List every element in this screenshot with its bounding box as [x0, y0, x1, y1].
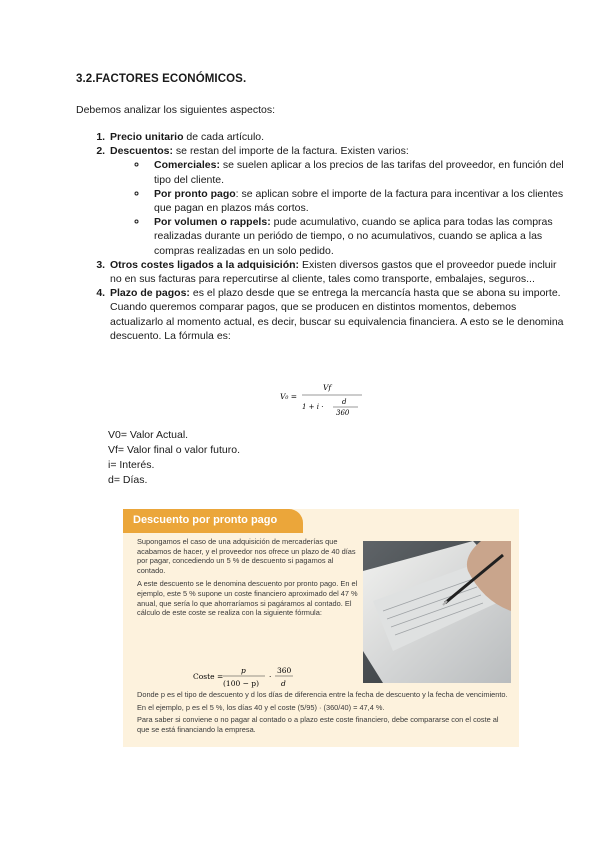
item-term: Otros costes ligados a la adquisición:: [110, 258, 300, 271]
item-text: se restan del importe de la factura. Existen varios:: [173, 145, 409, 158]
list-item: [108, 130, 568, 144]
box-paragraph: Para saber si conviene o no pagar al contado o a plazo este coste financiero, debe compararse con el coste al que se está financiando la empresa.: [137, 715, 499, 734]
sub-item-term: Por pronto pago: [154, 187, 236, 200]
box-paragraph: En el ejemplo, p es el 5 %, los días 40 y el coste (5/95) · (360/40) = 47,4 %.: [137, 702, 385, 712]
discount-types-list: [110, 158, 568, 257]
formula-lhs: V₀ =: [280, 392, 298, 401]
sub-list-item: [148, 187, 568, 215]
example-box: [123, 509, 519, 747]
box-paragraph: Supongamos el caso de una adquisición de mercaderías que acabamos de hacer, y el proveedor nos ofrece un plazo de 40 días por pagar, concediendo un 5 % de descuento si pagamos al contado.: [137, 537, 356, 575]
signing-hand-photo: [363, 541, 511, 683]
intro-text: Debemos analizar los siguientes aspectos:: [76, 104, 276, 116]
definition-line: i= Interés.: [108, 459, 155, 471]
formula-numerator: Vf: [323, 383, 332, 392]
sub-item-term: Comerciales:: [154, 159, 220, 172]
formula-denominator-left: 1 + i ·: [302, 403, 324, 411]
aspects-list: [76, 130, 568, 343]
list-item: [108, 144, 568, 258]
box-paragraph: A este descuento se le denomina descuento por pronto pago. En el ejemplo, este 5 % supone un coste financiero aproximado del 47 % anual, que sería lo que ahorraríamos si pagáramos al contado. El cálculo de este coste se realiza con la siguiente fórmula:: [137, 579, 358, 618]
cost-formula: [193, 664, 323, 690]
definition-line: Vf= Valor final o valor futuro.: [108, 444, 240, 456]
section-heading: 3.2.FACTORES ECONÓMICOS.: [76, 73, 247, 85]
sub-item-text: pude acumulativo, cuando se aplica para todas las compras realizadas durante un periódo de tiempo, o no acumulativos, cuando se aplica a las compras realizadas en un solo pedido.: [154, 216, 553, 257]
box-body: [137, 537, 359, 622]
present-value-formula: [280, 382, 370, 422]
variable-definitions: [108, 428, 240, 488]
list-item: [108, 258, 568, 286]
cost-formula-lhs: Coste =: [193, 672, 224, 681]
box-footer-text: [137, 690, 509, 737]
item-text: de cada artículo.: [183, 131, 265, 143]
sub-item-text: : se aplican sobre el importe de la factura para incentivar a los clientes que pagan en plazos más cortos.: [154, 187, 564, 215]
box-paragraph: Donde p es el tipo de descuento y d los días de diferencia entre la fecha de descuento y la fecha de vencimiento.: [137, 690, 508, 699]
cost-formula-num1: p: [241, 666, 246, 675]
sub-item-text: se suelen aplicar a los precios de las tarifas del proveedor, en función del tipo del cliente.: [154, 159, 564, 186]
item-text: es el plazo desde que se entrega la mercancía hasta que se abona su importe. Cuando queremos comparar pagos, que se producen en distintos momentos, debemos actualizarlo al momento actual, es decir, buscar su equivalencia financiera. A esto se le denomina descuento. La fórmula es:: [110, 287, 564, 342]
box-title: Descuento por pronto pago: [133, 514, 278, 526]
formula-days: d: [342, 398, 347, 406]
item-term: Plazo de pagos:: [110, 287, 190, 300]
cost-formula-den2: d: [281, 679, 286, 688]
item-term: Descuentos:: [110, 145, 174, 158]
sub-list-item: [148, 215, 568, 258]
sub-list-item: [148, 158, 568, 186]
list-item: [108, 286, 568, 343]
item-term: Precio unitario: [110, 131, 184, 143]
cost-formula-num2: 360: [277, 666, 292, 675]
item-text: Existen diversos gastos que el proveedor puede incluir no en sus facturas para repercutirse al cliente, tales como transporte, embalajes, seguros...: [110, 258, 557, 286]
sub-item-term: Por volumen o rappels:: [154, 216, 271, 229]
definition-line: d= Días.: [108, 474, 148, 486]
cost-formula-dot: ·: [269, 672, 272, 681]
definition-line: V0= Valor Actual.: [108, 429, 189, 441]
formula-year-days: 360: [336, 409, 350, 417]
cost-formula-den1: (100 − p): [223, 679, 260, 688]
